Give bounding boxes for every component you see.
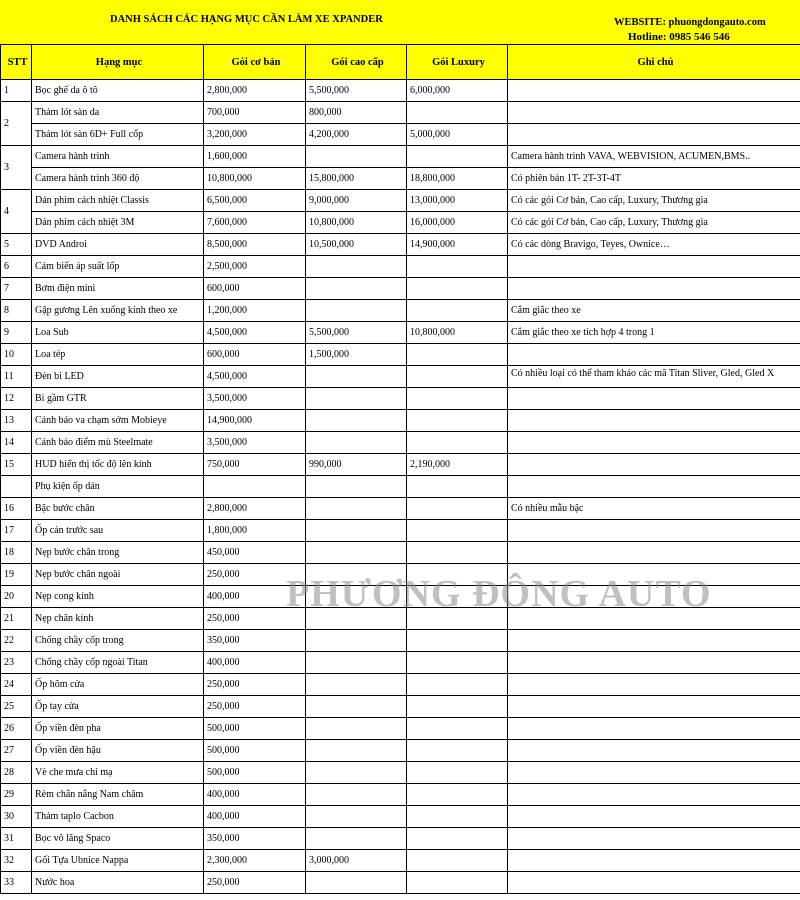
table-row: [1, 388, 800, 410]
cell-item: Chống chầy cốp ngoài Titan: [32, 652, 204, 674]
cell-basic-price: 250,000: [204, 608, 306, 630]
cell-note: Cắm giắc theo xe tích hợp 4 trong 1: [508, 322, 800, 344]
cell-premium-price: 15,800,000: [306, 168, 407, 190]
table-row: [1, 168, 800, 190]
cell-note: [508, 718, 800, 740]
cell-note: Có nhiều loại có thể tham khảo các mã Titan Sliver, Gled, Gled X: [508, 366, 800, 388]
table-row: [1, 762, 800, 784]
cell-basic-price: 400,000: [204, 784, 306, 806]
cell-basic-price: 3,200,000: [204, 124, 306, 146]
cell-note: [508, 476, 800, 498]
cell-luxury-price: [407, 630, 508, 652]
cell-note: Có các gói Cơ bản, Cao cấp, Luxury, Thương gia: [508, 212, 800, 234]
table-row: [1, 828, 800, 850]
cell-premium-price: [306, 652, 407, 674]
cell-item: Ốp cản trước sau: [32, 520, 204, 542]
cell-stt: 12: [1, 388, 32, 410]
cell-luxury-price: [407, 608, 508, 630]
cell-item: Gập gương Lên xuống kính theo xe: [32, 300, 204, 322]
cell-note: [508, 806, 800, 828]
cell-item: Nước hoa: [32, 872, 204, 894]
header-banner: [0, 0, 800, 44]
cell-stt: 3: [1, 146, 32, 190]
table-row: [1, 586, 800, 608]
cell-item: Đèn bi LED: [32, 366, 204, 388]
cell-premium-price: [306, 432, 407, 454]
cell-stt: 21: [1, 608, 32, 630]
cell-item: Bọc ghế da ô tô: [32, 80, 204, 102]
cell-basic-price: 1,600,000: [204, 146, 306, 168]
cell-item: Thảm taplo Cacbon: [32, 806, 204, 828]
cell-premium-price: [306, 784, 407, 806]
cell-stt: 32: [1, 850, 32, 872]
cell-luxury-price: [407, 102, 508, 124]
document-title: DANH SÁCH CÁC HẠNG MỤC CẦN LÀM XE XPANDER: [110, 14, 383, 25]
cell-premium-price: [306, 146, 407, 168]
cell-premium-price: [306, 388, 407, 410]
cell-basic-price: 6,500,000: [204, 190, 306, 212]
table-row: [1, 278, 800, 300]
cell-stt: 16: [1, 498, 32, 520]
cell-luxury-price: [407, 256, 508, 278]
cell-premium-price: [306, 806, 407, 828]
cell-stt: 25: [1, 696, 32, 718]
cell-note: [508, 344, 800, 366]
cell-basic-price: 250,000: [204, 564, 306, 586]
cell-basic-price: 2,300,000: [204, 850, 306, 872]
cell-note: [508, 586, 800, 608]
table-row: [1, 872, 800, 894]
table-row: [1, 102, 800, 124]
cell-luxury-price: [407, 762, 508, 784]
cell-item: Ốp tay cửa: [32, 696, 204, 718]
cell-premium-price: 3,000,000: [306, 850, 407, 872]
cell-note: [508, 762, 800, 784]
cell-luxury-price: [407, 564, 508, 586]
cell-basic-price: 600,000: [204, 344, 306, 366]
cell-basic-price: 4,500,000: [204, 366, 306, 388]
cell-item: Bơm điện mini: [32, 278, 204, 300]
cell-stt: 23: [1, 652, 32, 674]
cell-stt: 26: [1, 718, 32, 740]
cell-premium-price: [306, 674, 407, 696]
table-row: [1, 476, 800, 498]
cell-basic-price: 14,900,000: [204, 410, 306, 432]
cell-stt: 30: [1, 806, 32, 828]
cell-stt: 2: [1, 102, 32, 146]
cell-luxury-price: [407, 498, 508, 520]
cell-item: Chống chầy cốp trong: [32, 630, 204, 652]
cell-basic-price: 3,500,000: [204, 388, 306, 410]
table-row: [1, 322, 800, 344]
cell-luxury-price: [407, 740, 508, 762]
cell-basic-price: 4,500,000: [204, 322, 306, 344]
cell-stt: 10: [1, 344, 32, 366]
cell-luxury-price: [407, 476, 508, 498]
cell-luxury-price: 5,000,000: [407, 124, 508, 146]
cell-note: [508, 674, 800, 696]
cell-basic-price: 400,000: [204, 586, 306, 608]
cell-note: Có nhiều mẫu bậc: [508, 498, 800, 520]
cell-note: [508, 102, 800, 124]
cell-note: Camera hành trình VAVA, WEBVISION, ACUMEN,BMS..: [508, 146, 800, 168]
table-row: [1, 696, 800, 718]
cell-luxury-price: [407, 366, 508, 388]
table-row: [1, 300, 800, 322]
cell-note: [508, 872, 800, 894]
table-row: [1, 80, 800, 102]
cell-stt: 8: [1, 300, 32, 322]
cell-stt: 24: [1, 674, 32, 696]
table-row: [1, 432, 800, 454]
table-row: [1, 234, 800, 256]
cell-item: Loa tép: [32, 344, 204, 366]
cell-note: [508, 850, 800, 872]
cell-luxury-price: [407, 586, 508, 608]
cell-premium-price: [306, 410, 407, 432]
cell-note: [508, 784, 800, 806]
cell-premium-price: [306, 256, 407, 278]
cell-premium-price: [306, 520, 407, 542]
cell-premium-price: [306, 630, 407, 652]
col-header-stt: STT: [1, 45, 32, 80]
cell-basic-price: 750,000: [204, 454, 306, 476]
table-row: [1, 674, 800, 696]
cell-stt: 18: [1, 542, 32, 564]
cell-item: HUD hiển thị tốc độ lên kính: [32, 454, 204, 476]
cell-luxury-price: [407, 410, 508, 432]
cell-basic-price: 2,800,000: [204, 80, 306, 102]
cell-premium-price: 5,500,000: [306, 322, 407, 344]
cell-luxury-price: [407, 344, 508, 366]
cell-luxury-price: [407, 828, 508, 850]
cell-premium-price: [306, 696, 407, 718]
cell-premium-price: [306, 586, 407, 608]
cell-stt: 7: [1, 278, 32, 300]
cell-stt: 9: [1, 322, 32, 344]
table-header-row: [1, 45, 800, 80]
cell-stt: 27: [1, 740, 32, 762]
cell-item: Dán phim cách nhiệt Classis: [32, 190, 204, 212]
table-row: [1, 630, 800, 652]
cell-basic-price: 3,500,000: [204, 432, 306, 454]
cell-item: Nẹp cong kính: [32, 586, 204, 608]
cell-note: [508, 564, 800, 586]
cell-basic-price: 250,000: [204, 872, 306, 894]
cell-note: [508, 696, 800, 718]
cell-stt: 28: [1, 762, 32, 784]
cell-luxury-price: [407, 850, 508, 872]
cell-stt: 17: [1, 520, 32, 542]
cell-stt: 6: [1, 256, 32, 278]
cell-premium-price: [306, 476, 407, 498]
cell-premium-price: [306, 740, 407, 762]
cell-stt: 11: [1, 366, 32, 388]
cell-premium-price: [306, 718, 407, 740]
cell-stt: 14: [1, 432, 32, 454]
cell-luxury-price: [407, 784, 508, 806]
table-row: [1, 784, 800, 806]
cell-basic-price: 1,800,000: [204, 520, 306, 542]
cell-note: [508, 520, 800, 542]
cell-item: Camera hành trình: [32, 146, 204, 168]
table-row: [1, 740, 800, 762]
col-header-luxury: Gói Luxury: [407, 45, 508, 80]
cell-premium-price: [306, 498, 407, 520]
cell-note: [508, 740, 800, 762]
cell-basic-price: 400,000: [204, 806, 306, 828]
cell-premium-price: 10,800,000: [306, 212, 407, 234]
cell-item: Cảm biến áp suất lốp: [32, 256, 204, 278]
cell-basic-price: 400,000: [204, 652, 306, 674]
table-row: [1, 256, 800, 278]
cell-note: [508, 80, 800, 102]
col-header-premium: Gói cao cấp: [306, 45, 407, 80]
cell-stt: 29: [1, 784, 32, 806]
cell-premium-price: [306, 278, 407, 300]
table-row: [1, 124, 800, 146]
watermark-text: PHƯƠNG ĐÔNG AUTO: [286, 573, 712, 615]
table-row: [1, 344, 800, 366]
table-row: [1, 608, 800, 630]
cell-item: DVD Androi: [32, 234, 204, 256]
cell-item: Dán phim cách nhiệt 3M: [32, 212, 204, 234]
cell-basic-price: 450,000: [204, 542, 306, 564]
cell-stt: 4: [1, 190, 32, 234]
cell-item: Nẹp chân kính: [32, 608, 204, 630]
cell-premium-price: 800,000: [306, 102, 407, 124]
cell-note: [508, 256, 800, 278]
table-row: [1, 806, 800, 828]
cell-premium-price: 4,200,000: [306, 124, 407, 146]
cell-note: [508, 454, 800, 476]
cell-luxury-price: 2,190,000: [407, 454, 508, 476]
cell-note: [508, 630, 800, 652]
cell-basic-price: 10,800,000: [204, 168, 306, 190]
cell-note: [508, 278, 800, 300]
cell-note: [508, 388, 800, 410]
cell-note: [508, 608, 800, 630]
table-row: [1, 454, 800, 476]
cell-luxury-price: [407, 520, 508, 542]
website-text: WEBSITE: phuongdongauto.com: [614, 17, 766, 28]
cell-item: Thảm lót sàn 6D+ Full cốp: [32, 124, 204, 146]
cell-item: Vè che mưa chỉ mạ: [32, 762, 204, 784]
table-row: [1, 410, 800, 432]
cell-luxury-price: [407, 300, 508, 322]
table-row: [1, 652, 800, 674]
cell-premium-price: 9,000,000: [306, 190, 407, 212]
table-row: [1, 212, 800, 234]
cell-item: Ốp hõm cửa: [32, 674, 204, 696]
cell-luxury-price: [407, 388, 508, 410]
cell-basic-price: 1,200,000: [204, 300, 306, 322]
cell-stt: 13: [1, 410, 32, 432]
cell-premium-price: [306, 872, 407, 894]
table-row: [1, 190, 800, 212]
cell-premium-price: 1,500,000: [306, 344, 407, 366]
cell-stt: 1: [1, 80, 32, 102]
cell-basic-price: 250,000: [204, 674, 306, 696]
cell-item: Ốp viền đèn pha: [32, 718, 204, 740]
cell-stt: [1, 476, 32, 498]
cell-premium-price: [306, 608, 407, 630]
cell-stt: 22: [1, 630, 32, 652]
cell-luxury-price: 14,900,000: [407, 234, 508, 256]
cell-premium-price: [306, 542, 407, 564]
cell-note: [508, 652, 800, 674]
cell-basic-price: 350,000: [204, 630, 306, 652]
cell-note: [508, 828, 800, 850]
col-header-note: Ghi chú: [508, 45, 800, 80]
cell-basic-price: 2,500,000: [204, 256, 306, 278]
cell-luxury-price: [407, 146, 508, 168]
cell-item: Cảnh báo điểm mù Steelmate: [32, 432, 204, 454]
cell-basic-price: 250,000: [204, 696, 306, 718]
table-row: [1, 718, 800, 740]
cell-stt: 33: [1, 872, 32, 894]
cell-basic-price: 500,000: [204, 740, 306, 762]
cell-basic-price: 700,000: [204, 102, 306, 124]
table-row: [1, 850, 800, 872]
hotline-text: Hotline: 0985 546 546: [628, 31, 730, 43]
cell-note: [508, 432, 800, 454]
cell-note: Có các gói Cơ bản, Cao cấp, Luxury, Thương gia: [508, 190, 800, 212]
cell-item: Loa Sub: [32, 322, 204, 344]
cell-note: Có các dòng Bravigo, Teyes, Ownice…: [508, 234, 800, 256]
cell-basic-price: 350,000: [204, 828, 306, 850]
cell-item: Thảm lót sàn da: [32, 102, 204, 124]
cell-item: Ốp viền đèn hậu: [32, 740, 204, 762]
cell-premium-price: 5,500,000: [306, 80, 407, 102]
cell-luxury-price: 6,000,000: [407, 80, 508, 102]
table-row: [1, 366, 800, 388]
cell-item: Camera hành trình 360 độ: [32, 168, 204, 190]
cell-luxury-price: 13,000,000: [407, 190, 508, 212]
cell-stt: 20: [1, 586, 32, 608]
table-body: [1, 80, 800, 894]
cell-luxury-price: 16,000,000: [407, 212, 508, 234]
cell-stt: 15: [1, 454, 32, 476]
cell-premium-price: 10,500,000: [306, 234, 407, 256]
cell-stt: 31: [1, 828, 32, 850]
cell-item: Rèm chắn nắng Nam châm: [32, 784, 204, 806]
cell-luxury-price: 18,800,000: [407, 168, 508, 190]
cell-luxury-price: [407, 718, 508, 740]
col-header-item: Hạng mục: [32, 45, 204, 80]
cell-note: Có phiên bản 1T- 2T-3T-4T: [508, 168, 800, 190]
cell-note: [508, 410, 800, 432]
cell-luxury-price: [407, 432, 508, 454]
cell-item: Nẹp bước chân trong: [32, 542, 204, 564]
cell-stt: 5: [1, 234, 32, 256]
cell-premium-price: [306, 762, 407, 784]
cell-item: Nẹp bước chân ngoài: [32, 564, 204, 586]
cell-basic-price: 2,800,000: [204, 498, 306, 520]
cell-premium-price: [306, 828, 407, 850]
cell-basic-price: 8,500,000: [204, 234, 306, 256]
cell-basic-price: [204, 476, 306, 498]
cell-luxury-price: [407, 652, 508, 674]
cell-premium-price: [306, 564, 407, 586]
cell-item: Bậc bước chân: [32, 498, 204, 520]
cell-stt: 19: [1, 564, 32, 586]
col-header-basic: Gói cơ bản: [204, 45, 306, 80]
cell-premium-price: [306, 366, 407, 388]
cell-note: Cắm giắc theo xe: [508, 300, 800, 322]
cell-item: Cảnh báo va chạm sớm Mobieye: [32, 410, 204, 432]
cell-luxury-price: [407, 674, 508, 696]
cell-luxury-price: [407, 872, 508, 894]
cell-item: Bọc vô lăng Spaco: [32, 828, 204, 850]
cell-item: Phụ kiện ốp dán: [32, 476, 204, 498]
cell-basic-price: 600,000: [204, 278, 306, 300]
cell-note: [508, 542, 800, 564]
cell-luxury-price: [407, 806, 508, 828]
cell-note: [508, 124, 800, 146]
cell-premium-price: [306, 300, 407, 322]
cell-basic-price: 500,000: [204, 762, 306, 784]
cell-luxury-price: [407, 696, 508, 718]
table-row: [1, 564, 800, 586]
cell-basic-price: 500,000: [204, 718, 306, 740]
table-row: [1, 498, 800, 520]
cell-basic-price: 7,600,000: [204, 212, 306, 234]
cell-item: Bi gầm GTR: [32, 388, 204, 410]
cell-premium-price: 990,000: [306, 454, 407, 476]
table-row: [1, 146, 800, 168]
table-row: [1, 542, 800, 564]
cell-luxury-price: [407, 278, 508, 300]
table-row: [1, 520, 800, 542]
price-table: [0, 44, 800, 894]
cell-luxury-price: 10,800,000: [407, 322, 508, 344]
cell-item: Gối Tựa Ubnice Nappa: [32, 850, 204, 872]
cell-luxury-price: [407, 542, 508, 564]
